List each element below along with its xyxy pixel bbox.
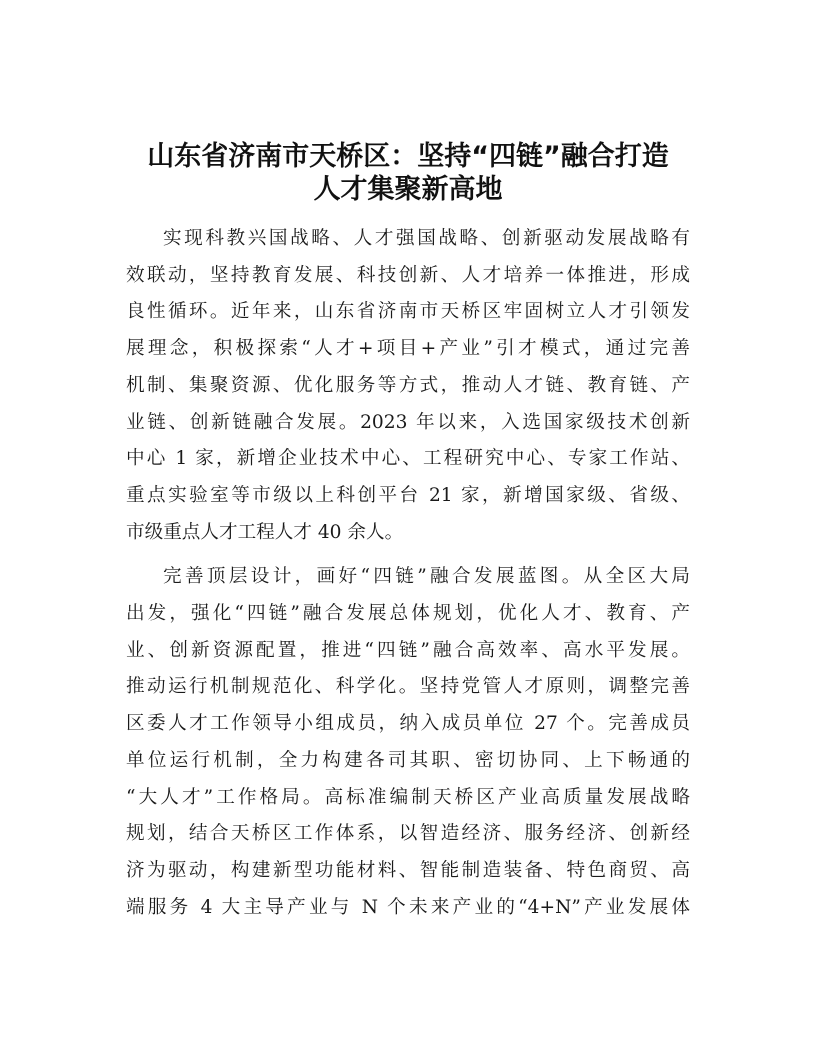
title-line: 人才集聚新高地 <box>313 174 503 205</box>
title-line: 山东省济南市天桥区：坚持“四链”融合打造 <box>147 141 669 172</box>
paragraph-line: 效联动，坚持教育发展、科技创新、人才培养一体推进，形成 <box>126 264 690 286</box>
paragraph-1 <box>126 221 690 551</box>
document-title <box>126 140 690 206</box>
paragraph-line: 机制、集聚资源、优化服务等方式，推动人才链、教育链、产 <box>126 374 690 396</box>
paragraph-line: 展理念，积极探索“人才+项目+产业”引才模式，通过完善 <box>126 338 690 360</box>
paragraph-line: 出发，强化“四链”融合发展总体规划，优化人才、教育、产 <box>126 603 690 625</box>
paragraph-line: “大人才”工作格局。高标准编制天桥区产业高质量发展战略 <box>126 786 690 808</box>
paragraph-line: 良性循环。近年来，山东省济南市天桥区牢固树立人才引领发 <box>126 301 690 323</box>
paragraph-2 <box>126 559 690 926</box>
paragraph-line: 业、创新资源配置，推进“四链”融合高效率、高水平发展。 <box>126 639 690 661</box>
paragraph-line: 推动运行机制规范化、科学化。坚持党管人才原则，调整完善 <box>126 676 690 698</box>
paragraph-line: 重点实验室等市级以上科创平台 21 家，新增国家级、省级、 <box>126 484 690 506</box>
paragraph-line: 中心 1 家，新增企业技术中心、工程研究中心、专家工作站、 <box>126 448 690 470</box>
paragraph-line: 区委人才工作领导小组成员，纳入成员单位 27 个。完善成员 <box>126 713 690 735</box>
paragraph-line: 完善顶层设计，画好“四链”融合发展蓝图。从全区大局 <box>163 566 690 588</box>
paragraph-line: 济为驱动，构建新型功能材料、智能制造装备、特色商贸、高 <box>126 859 690 881</box>
paragraph-line: 市级重点人才工程人才 40 余人。 <box>126 521 404 543</box>
paragraph-line: 实现科教兴国战略、人才强国战略、创新驱动发展战略有 <box>163 228 690 249</box>
paragraph-line: 单位运行机制，全力构建各司其职、密切协同、上下畅通的 <box>126 749 690 771</box>
paragraph-line: 规划，结合天桥区工作体系，以智造经济、服务经济、创新经 <box>126 823 690 845</box>
article-body <box>126 221 690 926</box>
paragraph-line: 端服务 4 大主导产业与 N 个未来产业的“4+N”产业发展体 <box>126 896 690 918</box>
paragraph-line: 业链、创新链融合发展。2023 年以来，入选国家级技术创新 <box>126 411 690 433</box>
